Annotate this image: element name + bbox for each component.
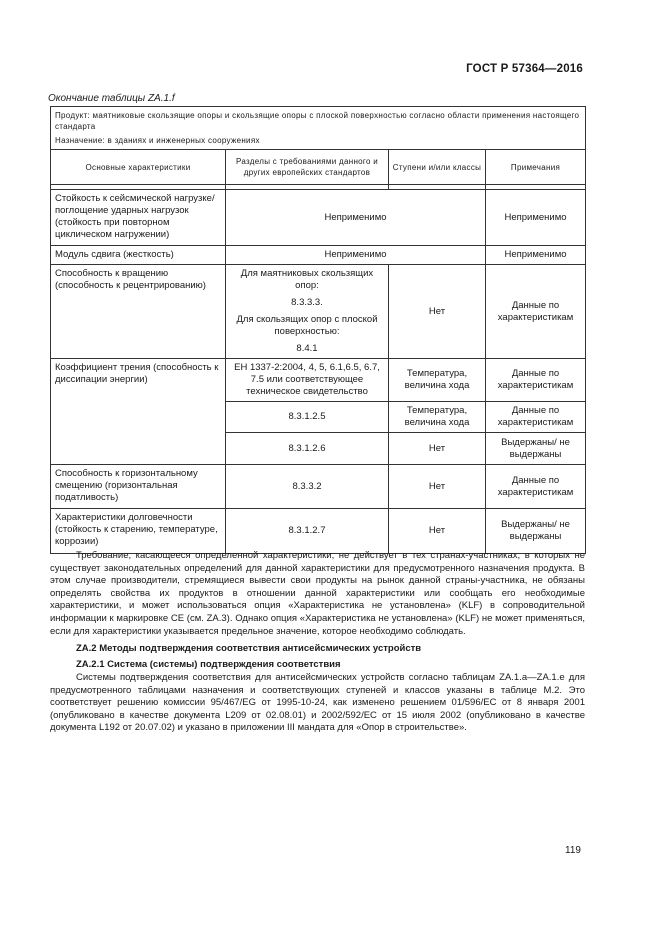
table-row	[51, 359, 586, 402]
characteristic-cell: Способность к вращению (способность к рецентрированию)	[51, 265, 226, 359]
classes-cell: Нет	[389, 433, 486, 465]
section-cell: 8.3.1.2.5	[226, 402, 389, 433]
classes-cell: Температура, величина хода	[389, 359, 486, 402]
note-cell: Данные по характеристикам	[486, 265, 586, 359]
table-row	[51, 265, 586, 359]
table-caption: Окончание таблицы ZA.1.f	[48, 93, 175, 104]
characteristic-cell: Коэффициент трения (способность к диссипации энергии)	[51, 359, 226, 465]
table-info-cell	[51, 107, 586, 150]
section-cell: 8.3.1.2.7	[226, 509, 389, 554]
classes-cell: Нет	[389, 509, 486, 554]
classes-cell: Температура, величина хода	[389, 402, 486, 433]
table-row	[51, 509, 586, 554]
table-row	[51, 190, 586, 246]
section-cell: 8.3.3.2	[226, 465, 389, 509]
column-header: Разделы с требованиями данного и других европейских стандартов	[226, 150, 389, 185]
classes-cell: Нет	[389, 465, 486, 509]
table-row	[51, 246, 586, 265]
note-cell: Данные по характеристикам	[486, 465, 586, 509]
table-row	[51, 465, 586, 509]
column-header: Основные характеристики	[51, 150, 226, 185]
note-cell: Неприменимо	[486, 190, 586, 246]
characteristics-table	[50, 106, 586, 554]
note-cell: Неприменимо	[486, 246, 586, 265]
section-cell: Неприменимо	[226, 246, 486, 265]
section-cell: 8.3.1.2.6	[226, 433, 389, 465]
section-cell: Неприменимо	[226, 190, 486, 246]
table-info-row	[51, 107, 586, 150]
section-cell: ЕН 1337-2:2004, 4, 5, 6.1,6.5, 6.7, 7.5 или соответствующее техническое свидетельство	[226, 359, 389, 402]
note-cell: Данные по характеристикам	[486, 359, 586, 402]
paragraph-conformity: Системы подтверждения соответствия для антисейсмических устройств согласно таблицам ZA.1.a—ZA.1.e для предусмотренного таблицами назначения и соответствующих ступеней и классов указаны в таблице М.2. Это соответствует решению комиссии 95/467/EG от 1995-10-24, как изменено решением 01/596/ЕС от 8 января 2001 (опубликовано в качестве документа L209 от 02.08.01) и 2002/592/ЕС от 15 июля 2002 (опубликовано в качестве документа L192 от 20.07.02) и указано в приложении III мандата для «Опор в строительстве».	[50, 672, 585, 734]
heading-za2: ZA.2 Методы подтверждения соответствия антисейсмических устройств	[76, 643, 422, 654]
section-part: 8.3.3.3.	[291, 297, 323, 308]
note-cell: Выдержаны/ не выдержаны	[486, 509, 586, 554]
page-number: 119	[565, 845, 581, 856]
table-header-row	[51, 150, 586, 185]
section-part: Для маятниковых скользящих опор:	[240, 268, 374, 291]
column-header: Примечания	[486, 150, 586, 185]
section-part: 8.4.1	[296, 343, 318, 354]
note-cell: Данные по характеристикам	[486, 402, 586, 433]
characteristic-cell: Стойкость к сейсмической нагрузке/поглощение ударных нагрузок (стойкость при повторном цикличеcком нагружении)	[51, 190, 226, 246]
column-header: Ступени и/или классы	[389, 150, 486, 185]
product-note: Продукт: маятниковые скользящие опоры и скользящие опоры с плоской поверхностью согласно области применения настоящего стандарта	[55, 111, 580, 131]
classes-cell: Нет	[389, 265, 486, 359]
section-cell	[226, 265, 389, 359]
characteristic-cell: Характеристики долговечности (стойкость к старению, температуре, коррозии)	[51, 509, 226, 554]
characteristic-cell: Модуль сдвига (жесткость)	[51, 246, 226, 265]
paragraph-klf: Требование, касающееся определенной характеристики, не действует в тех странах-участниках, в которых не существует законодательных определений для данной характеристики для предусмотренного назначения продукта. В этом случае производители, стремящиеся вывести свои продукты на рынок данной страны-участника, не обязаны определять свойства их продуктов в отношении данной характеристики или сообщать его необходимые характеристики, и может использоваться опция «Характеристика не установлена» (KLF) в сопроводительной информации к маркировке СЕ (см. ZA.3). Однако опция «Характеристика не установлена» (KLF) не может применяться, если для характеристики указывается предельное значение, которое необходимо соблюдать.	[50, 550, 585, 637]
heading-za21: ZA.2.1 Система (системы) подтверждения соответствия	[76, 659, 341, 670]
standard-code: ГОСТ Р 57364—2016	[466, 63, 583, 75]
characteristic-cell: Способность к горизонтальному смещению (горизонтальная податливость)	[51, 465, 226, 509]
purpose-note: Назначение: в зданиях и инженерных сооружениях	[55, 136, 260, 145]
note-cell: Выдержаны/ не выдержаны	[486, 433, 586, 465]
section-part: Для скользящих опор с плоской поверхностью:	[236, 314, 378, 337]
